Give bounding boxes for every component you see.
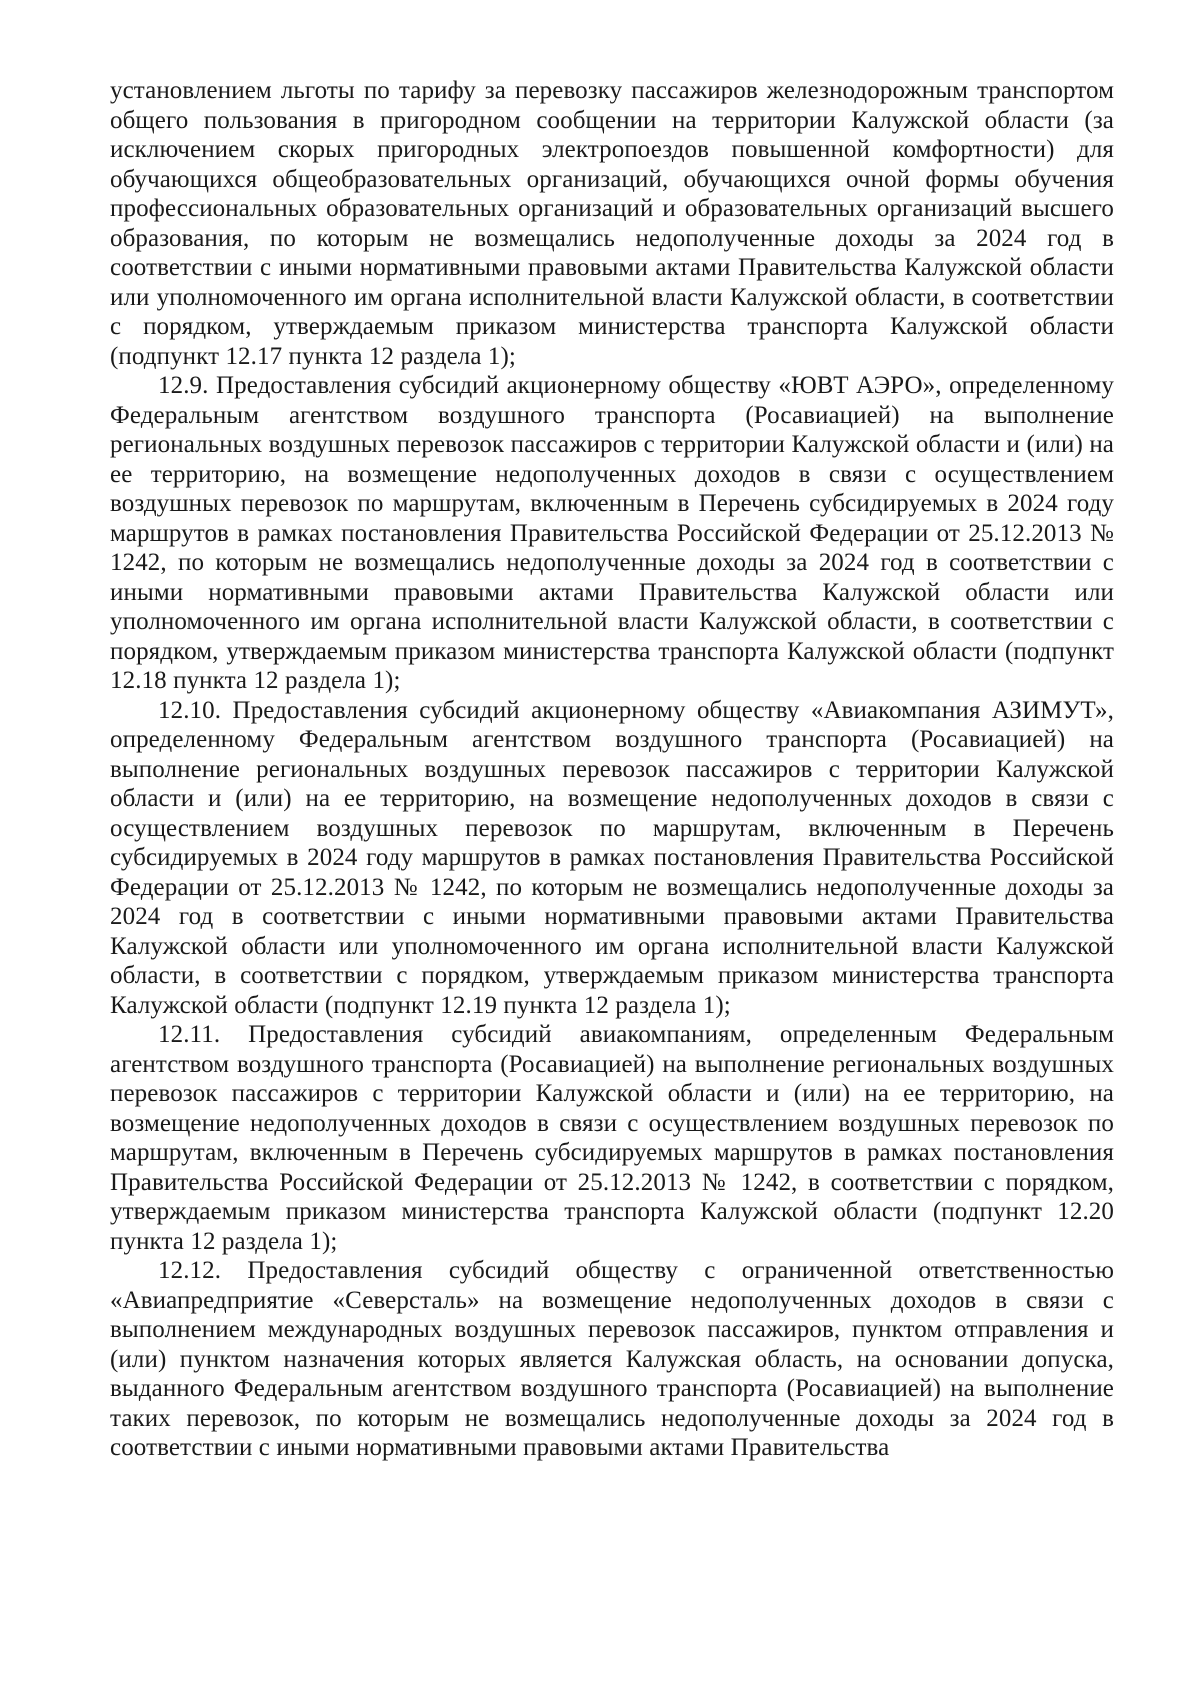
document-body — [110, 76, 1114, 1463]
paragraph-continuation: установлением льготы по тарифу за перевозку пассажиров железнодорожным транспортом общего пользования в пригородном сообщении на территории Калужской области (за исключением скорых пригородных электропоездов повышенной комфортности) для обучающихся общеобразовательных организаций, обучающихся очной формы обучения профессиональных образовательных организаций и образовательных организаций высшего образования, по которым не возмещались недополученные доходы за 2024 год в соответствии с иными нормативными правовыми актами Правительства Калужской области или уполномоченного им органа исполнительной власти Калужской области, в соответствии с порядком, утверждаемым приказом министерства транспорта Калужской области (подпункт 12.17 пункта 12 раздела 1); — [110, 77, 1114, 370]
paragraph-12-10: 12.10. Предоставления субсидий акционерному обществу «Авиакомпания АЗИМУТ», определенному Федеральным агентством воздушного транспорта (Росавиацией) на выполнение региональных воздушных перевозок пассажиров с территории Калужской области и (или) на ее территорию, на возмещение недополученных доходов в связи с осуществлением воздушных перевозок по маршрутам, включенным в Перечень субсидируемых в 2024 году маршрутов в рамках постановления Правительства Российской Федерации от 25.12.2013 № 1242, по которым не возмещались недополученные доходы за 2024 год в соответствии с иными нормативными правовыми актами Правительства Калужской области или уполномоченного им органа исполнительной власти Калужской области, в соответствии с порядком, утверждаемым приказом министерства транспорта Калужской области (подпункт 12.19 пункта 12 раздела 1); — [110, 696, 1114, 1019]
paragraph-12-9: 12.9. Предоставления субсидий акционерному обществу «ЮВТ АЭРО», определенному Федеральным агентством воздушного транспорта (Росавиацией) на выполнение региональных воздушных перевозок пассажиров с территории Калужской области и (или) на ее территорию, на возмещение недополученных доходов в связи с осуществлением воздушных перевозок по маршрутам, включенным в Перечень субсидируемых в 2024 году маршрутов в рамках постановления Правительства Российской Федерации от 25.12.2013 № 1242, по которым не возмещались недополученные доходы за 2024 год в соответствии с иными нормативными правовыми актами Правительства Калужской области или уполномоченного им органа исполнительной власти Калужской области, в соответствии с порядком, утверждаемым приказом министерства транспорта Калужской области (подпункт 12.18 пункта 12 раздела 1); — [110, 372, 1114, 694]
paragraph-12-11: 12.11. Предоставления субсидий авиакомпаниям, определенным Федеральным агентством воздушного транспорта (Росавиацией) на выполнение региональных воздушных перевозок пассажиров с территории Калужской области и (или) на ее территорию, на возмещение недополученных доходов в связи с осуществлением воздушных перевозок по маршрутам, включенным в Перечень субсидируемых маршрутов в рамках постановления Правительства Российской Федерации от 25.12.2013 № 1242, в соответствии с порядком, утверждаемым приказом министерства транспорта Калужской области (подпункт 12.20 пункта 12 раздела 1); — [110, 1021, 1114, 1255]
paragraph-12-12: 12.12. Предоставления субсидий обществу с ограниченной ответственностью «Авиапредприятие «Северсталь» на возмещение недополученных доходов в связи с выполнением международных воздушных перевозок пассажиров, пунктом отправления и (или) пунктом назначения которых является Калужская область, на основании допуска, выданного Федеральным агентством воздушного транспорта (Росавиацией) на выполнение таких перевозок, по которым не возмещались недополученные доходы за 2024 год в соответствии с иными нормативными правовыми актами Правительства — [110, 1257, 1114, 1461]
